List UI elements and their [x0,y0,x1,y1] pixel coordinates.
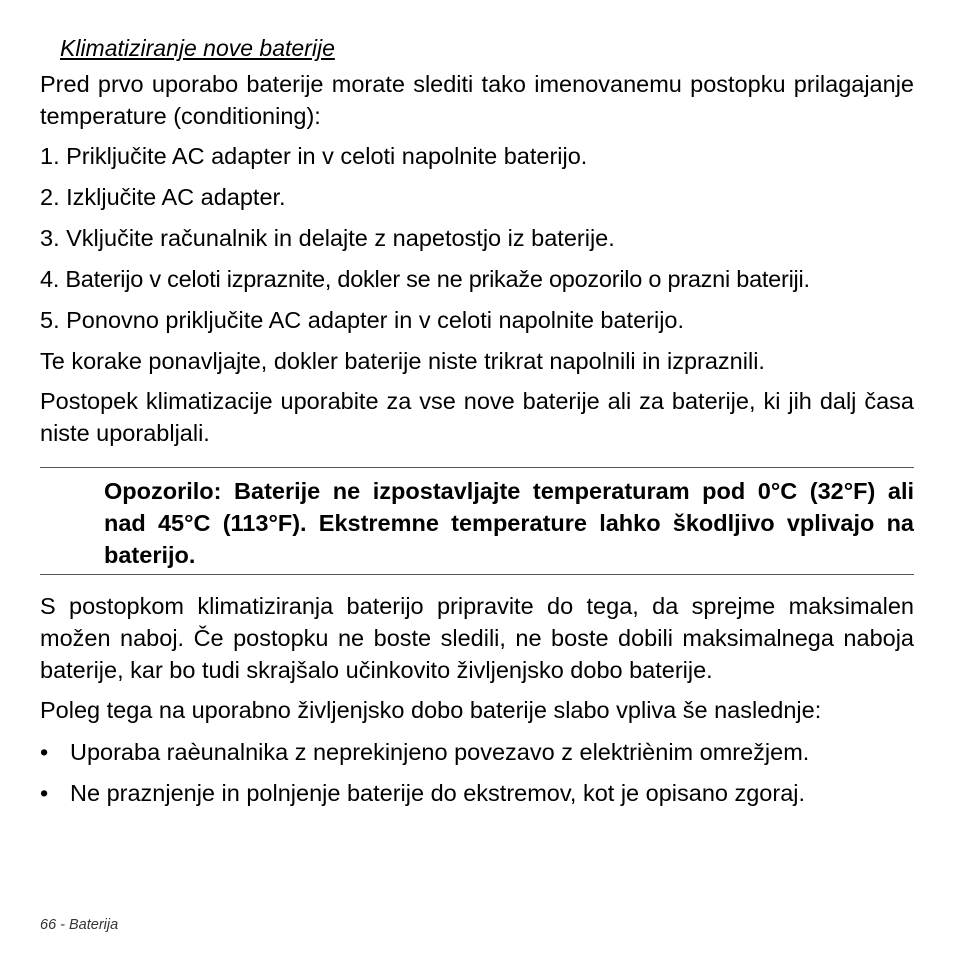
bullet-icon: • [40,780,49,806]
usage-note: Postopek klimatizacije uporabite za vse nove baterije ali za baterije, ki jih dalj časa niste uporabljali. [40,388,914,446]
document-page [40,32,914,818]
warning-bottom-rule [40,574,914,575]
page-footer: 66 - Baterija [40,917,119,933]
conditioning-benefit-paragraph: S postopkom klimatiziranja baterijo pripravite do tega, da sprejme maksimalen možen naboj. Če postopku ne boste sledili, ne boste dobili maksimalnega naboja baterije, kar bo tudi skrajšalo učinkovito življenjsko dobo baterije. [40,593,914,683]
repeat-note: Te korake ponavljajte, dokler baterije niste trikrat napolnili in izpraznili. [40,348,765,374]
step-2: 2. Izključite AC adapter. [40,184,286,210]
warning-text: Opozorilo: Baterije ne izpostavljajte temperaturam pod 0°C (32°F) ali nad 45°C (113°F). Ekstremne temperature lahko škodljivo vplivajo na baterijo. [104,478,914,568]
warning-box [40,468,914,571]
list-item-text: Uporaba raèunalnika z neprekinjeno povezavo z elektriènim omrežjem. [70,739,810,765]
list-item-text: Ne praznjenje in polnjenje baterije do ekstremov, kot je opisano zgoraj. [70,780,806,806]
bullet-list [40,736,914,809]
bullet-icon: • [40,739,49,765]
list-item [40,777,914,809]
intro-paragraph: Pred prvo uporabo baterije morate slediti tako imenovanemu postopku prilagajanje temperature (conditioning): [40,71,914,129]
list-item [40,736,914,768]
step-4: 4. Baterijo v celoti izpraznite, dokler se ne prikaže opozorilo o prazni bateriji. [40,266,810,292]
step-3: 3. Vključite računalnik in delajte z napetostjo iz baterije. [40,225,615,251]
step-1: 1. Priključite AC adapter in v celoti napolnite baterijo. [40,143,588,169]
lifetime-intro-paragraph: Poleg tega na uporabno življenjsko dobo baterije slabo vpliva še naslednje: [40,697,822,723]
step-5: 5. Ponovno priključite AC adapter in v celoti napolnite baterijo. [40,307,685,333]
section-heading: Klimatiziranje nove baterije [60,35,335,61]
